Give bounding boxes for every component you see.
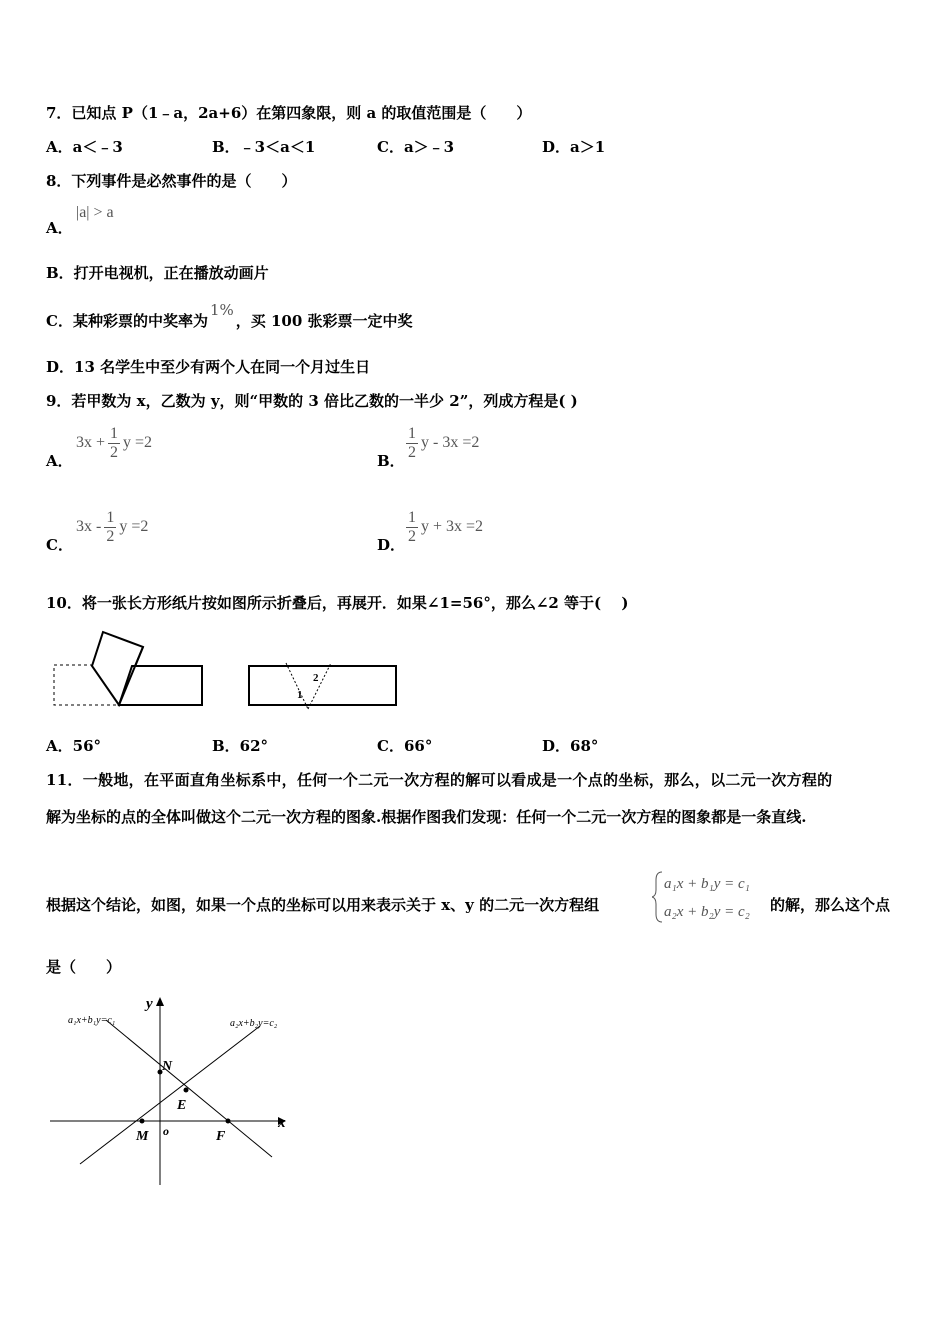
q11-f-label: F — [216, 1129, 226, 1144]
q8-option-d: D．13 名学生中至少有两个人在同一个月过生日 — [46, 358, 371, 376]
q11-point-f — [226, 1119, 231, 1124]
q10-stem: 10．将一张长方形纸片按如图所示折叠后，再展开．如果∠1=56°，那么∠2 等于( ) — [46, 594, 629, 612]
q11-y-axis-label: y — [146, 996, 153, 1012]
q7-option-a: A．a＜﹣3 — [46, 138, 123, 156]
q8-option-a-math: |a| > a — [76, 204, 114, 221]
q9-a-frac-num: 1 — [110, 425, 119, 442]
q9-option-a-label: A． — [46, 452, 73, 470]
q11-m-label: M — [136, 1129, 149, 1144]
q9-option-a-math — [76, 425, 152, 462]
q9-option-b-math — [403, 425, 479, 462]
q9-b-post: y - 3x =2 — [421, 434, 480, 452]
q10-angle-2-label: 2 — [313, 672, 319, 684]
q10-option-a: A．56° — [46, 737, 102, 755]
q11-line-2-label: a₂x+b₂y=c₂ — [230, 1018, 278, 1029]
q9-c-frac-num: 1 — [106, 509, 115, 526]
q11-line4: 是（ ） — [46, 958, 122, 976]
q9-d-fraction — [406, 509, 418, 546]
q9-c-pre: 3x - — [76, 518, 102, 536]
q11-line1: 11．一般地，在平面直角坐标系中，任何一个二元一次方程的解可以看成是一个点的坐标，那么，以二元一次方程的 — [46, 771, 833, 789]
q8-option-c-math: 1% — [209, 301, 234, 319]
q9-d-frac-num: 1 — [408, 509, 416, 526]
q11-equation-1: a₁x + b₁y = c₁ — [664, 876, 750, 892]
q9-option-c-label: C． — [46, 536, 73, 554]
q9-stem: 9．若甲数为 x，乙数为 y，则“甲数的 3 倍比乙数的一半少 2”，列成方程是( ) — [46, 392, 578, 410]
q8-option-c-pre: C．某种彩票的中奖率为 — [46, 312, 208, 330]
q9-option-c-math — [76, 509, 148, 546]
q11-line3-post: 的解，那么这个点 — [770, 896, 891, 914]
q8-option-c-post: ，买 100 张彩票一定中奖 — [235, 312, 413, 330]
q10-folding-figure — [46, 625, 406, 715]
q9-a-fraction — [108, 425, 120, 462]
q7-option-d: D．a＞1 — [542, 138, 606, 156]
q10-angle-1-label: 1 — [297, 689, 303, 701]
q10-option-d: D．68° — [542, 737, 599, 755]
q9-d-frac-den: 2 — [408, 528, 416, 545]
q11-point-m — [140, 1119, 145, 1124]
q11-line-1-label: a₁x+b₁y=c₁ — [68, 1015, 116, 1026]
q9-a-frac-den: 2 — [110, 444, 119, 461]
q9-a-pre: 3x + — [76, 434, 106, 452]
q8-stem: 8．下列事件是必然事件的是（ ） — [46, 172, 297, 190]
q11-graph-line-2 — [80, 1026, 260, 1164]
q9-c-frac-den: 2 — [106, 528, 115, 545]
q10-crease-1 — [286, 663, 308, 709]
q9-b-fraction — [406, 425, 418, 462]
q11-line3-pre: 根据这个结论，如图，如果一个点的坐标可以用来表示关于 x、y 的二元一次方程组 — [46, 896, 600, 914]
q8-option-b: B．打开电视机，正在播放动画片 — [46, 264, 269, 282]
q11-equation-system — [652, 866, 772, 928]
q10-option-b: B．62° — [212, 737, 269, 755]
q11-y-axis-arrow-icon — [156, 997, 164, 1006]
q7-stem: 7．已知点 P（1﹣a，2a+6）在第四象限，则 a 的取值范围是（ ） — [46, 104, 532, 122]
q11-coordinate-graph — [46, 990, 306, 1190]
q11-graph-line-1 — [106, 1020, 272, 1157]
q10-crease-2 — [308, 663, 331, 709]
q7-option-c: C．a＞﹣3 — [377, 138, 455, 156]
q9-option-b-label: B． — [377, 452, 405, 470]
q9-c-fraction — [104, 509, 116, 546]
q11-line2: 解为坐标的点的全体叫做这个二元一次方程的图象.根据作图我们发现：任何一个二元一次方程的图象都是一条直线. — [46, 808, 807, 826]
q11-equation-2: a₂x + b₂y = c₂ — [664, 904, 750, 920]
q10-paper-strip — [119, 666, 202, 705]
q11-origin-label: o — [163, 1124, 169, 1138]
q10-unfolded-rect — [249, 666, 396, 705]
q9-d-post: y + 3x =2 — [421, 518, 484, 536]
q9-a-post: y =2 — [123, 434, 153, 452]
q11-n-label: N — [162, 1059, 173, 1074]
q9-option-d-label: D． — [377, 536, 406, 554]
q11-x-axis-label: x — [278, 1115, 286, 1131]
q9-b-frac-num: 1 — [408, 425, 416, 442]
q9-c-post: y =2 — [119, 518, 149, 536]
q11-e-label: E — [177, 1098, 187, 1113]
q9-option-d-math — [403, 509, 483, 546]
q8-option-a-label: A． — [46, 219, 73, 237]
q11-point-e — [184, 1088, 189, 1093]
q8-option-c — [46, 301, 413, 331]
q9-b-frac-den: 2 — [408, 444, 416, 461]
q7-option-b: B．﹣3＜a＜1 — [212, 138, 316, 156]
q10-option-c: C．66° — [377, 737, 433, 755]
q11-left-brace — [652, 872, 662, 922]
